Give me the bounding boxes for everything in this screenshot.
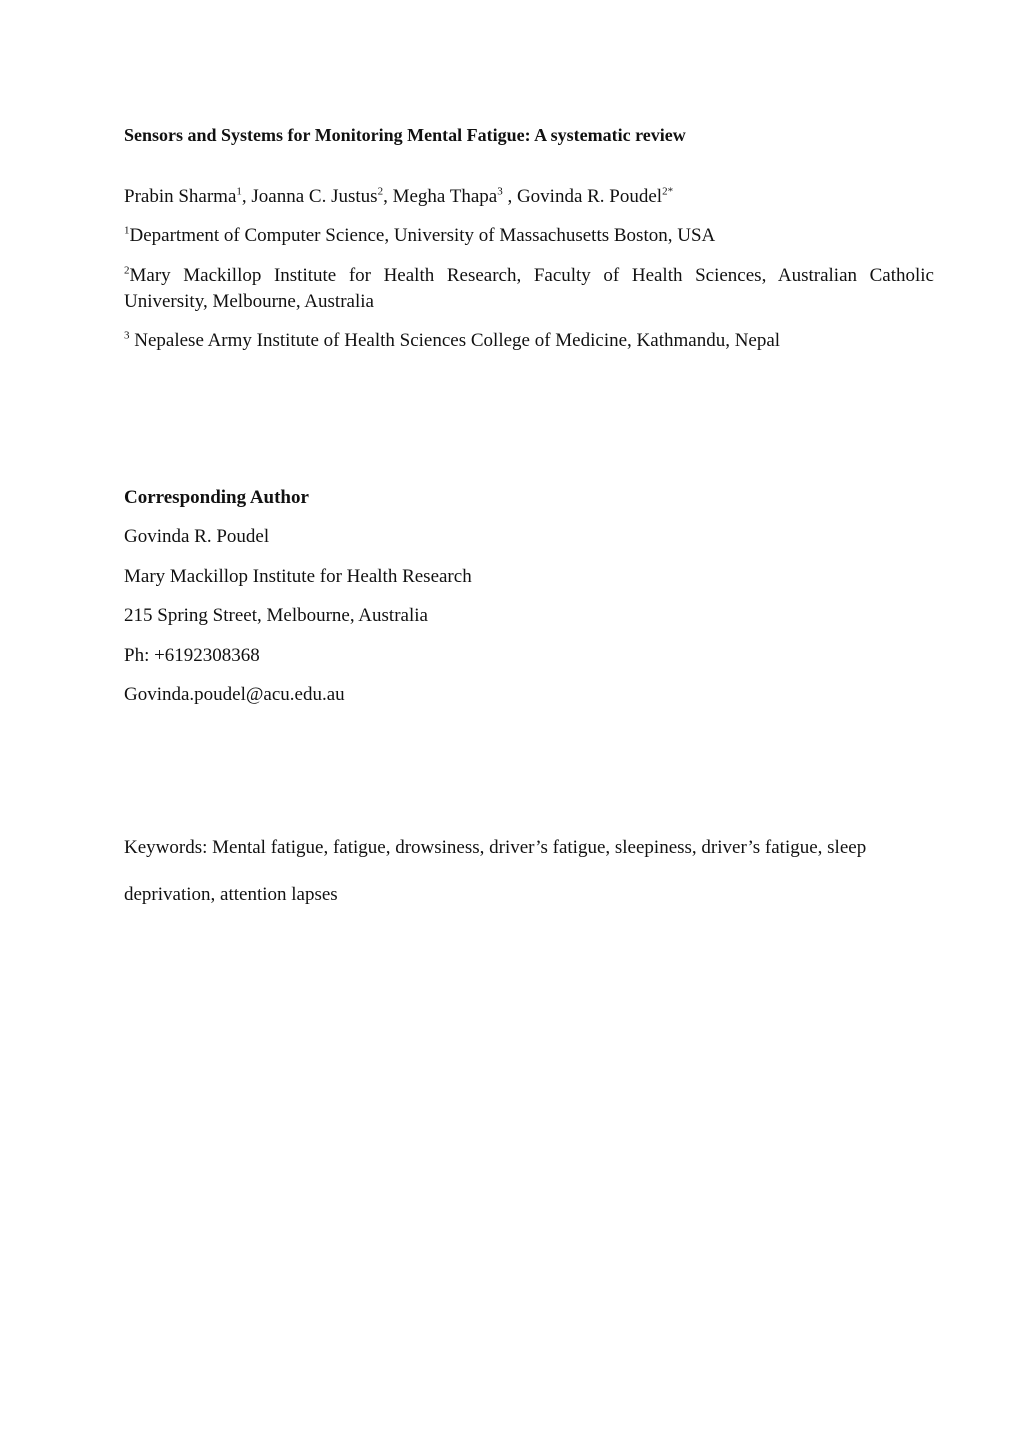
keywords-paragraph: Keywords: Mental fatigue, fatigue, drowsiness, driver’s fatigue, sleepiness, driver’s fatigue, sleep deprivation, attention lapses	[124, 837, 867, 905]
author-list	[124, 186, 673, 208]
author-affiliation-mark: 2	[377, 185, 384, 198]
corresponding-author-phone: Ph: +6192308368	[124, 645, 260, 666]
affiliation-mark: 1	[124, 224, 130, 237]
corresponding-author-institute: Mary Mackillop Institute for Health Research	[124, 566, 472, 587]
corresponding-author-email: Govinda.poudel@acu.edu.au	[124, 684, 345, 705]
affiliation-1	[124, 223, 934, 249]
author-name: Megha Thapa	[392, 186, 498, 207]
author-name: Joanna C. Justus	[251, 186, 378, 207]
affiliation-text: Nepalese Army Institute of Health Sciences College of Medicine, Kathmandu, Nepal	[129, 330, 781, 351]
affiliation-text: Department of Computer Science, University of Massachusetts Boston, USA	[129, 225, 716, 246]
author-affiliation-mark: 2*	[662, 185, 674, 198]
affiliation-2	[124, 263, 934, 315]
corresponding-author-heading: Corresponding Author	[124, 487, 309, 508]
author-name: Prabin Sharma	[124, 186, 237, 207]
author-separator: ,	[383, 186, 393, 207]
author-affiliation-mark: 3	[497, 185, 503, 198]
corresponding-author-name: Govinda R. Poudel	[124, 526, 270, 547]
affiliation-3	[124, 328, 934, 354]
affiliation-mark: 2	[124, 264, 130, 277]
affiliation-text: Mary Mackillop Institute for Health Research, Faculty of Health Sciences, Australian Catholic University, Melbourne, Australia	[124, 265, 934, 312]
affiliation-mark: 3	[124, 329, 130, 342]
author-separator: ,	[241, 186, 252, 207]
author-name: Govinda R. Poudel	[516, 186, 663, 207]
corresponding-author-address: 215 Spring Street, Melbourne, Australia	[124, 605, 428, 626]
paper-title: Sensors and Systems for Monitoring Mental Fatigue: A systematic review	[124, 125, 686, 145]
author-separator: ,	[502, 186, 517, 207]
author-affiliation-mark: 1	[236, 185, 242, 198]
